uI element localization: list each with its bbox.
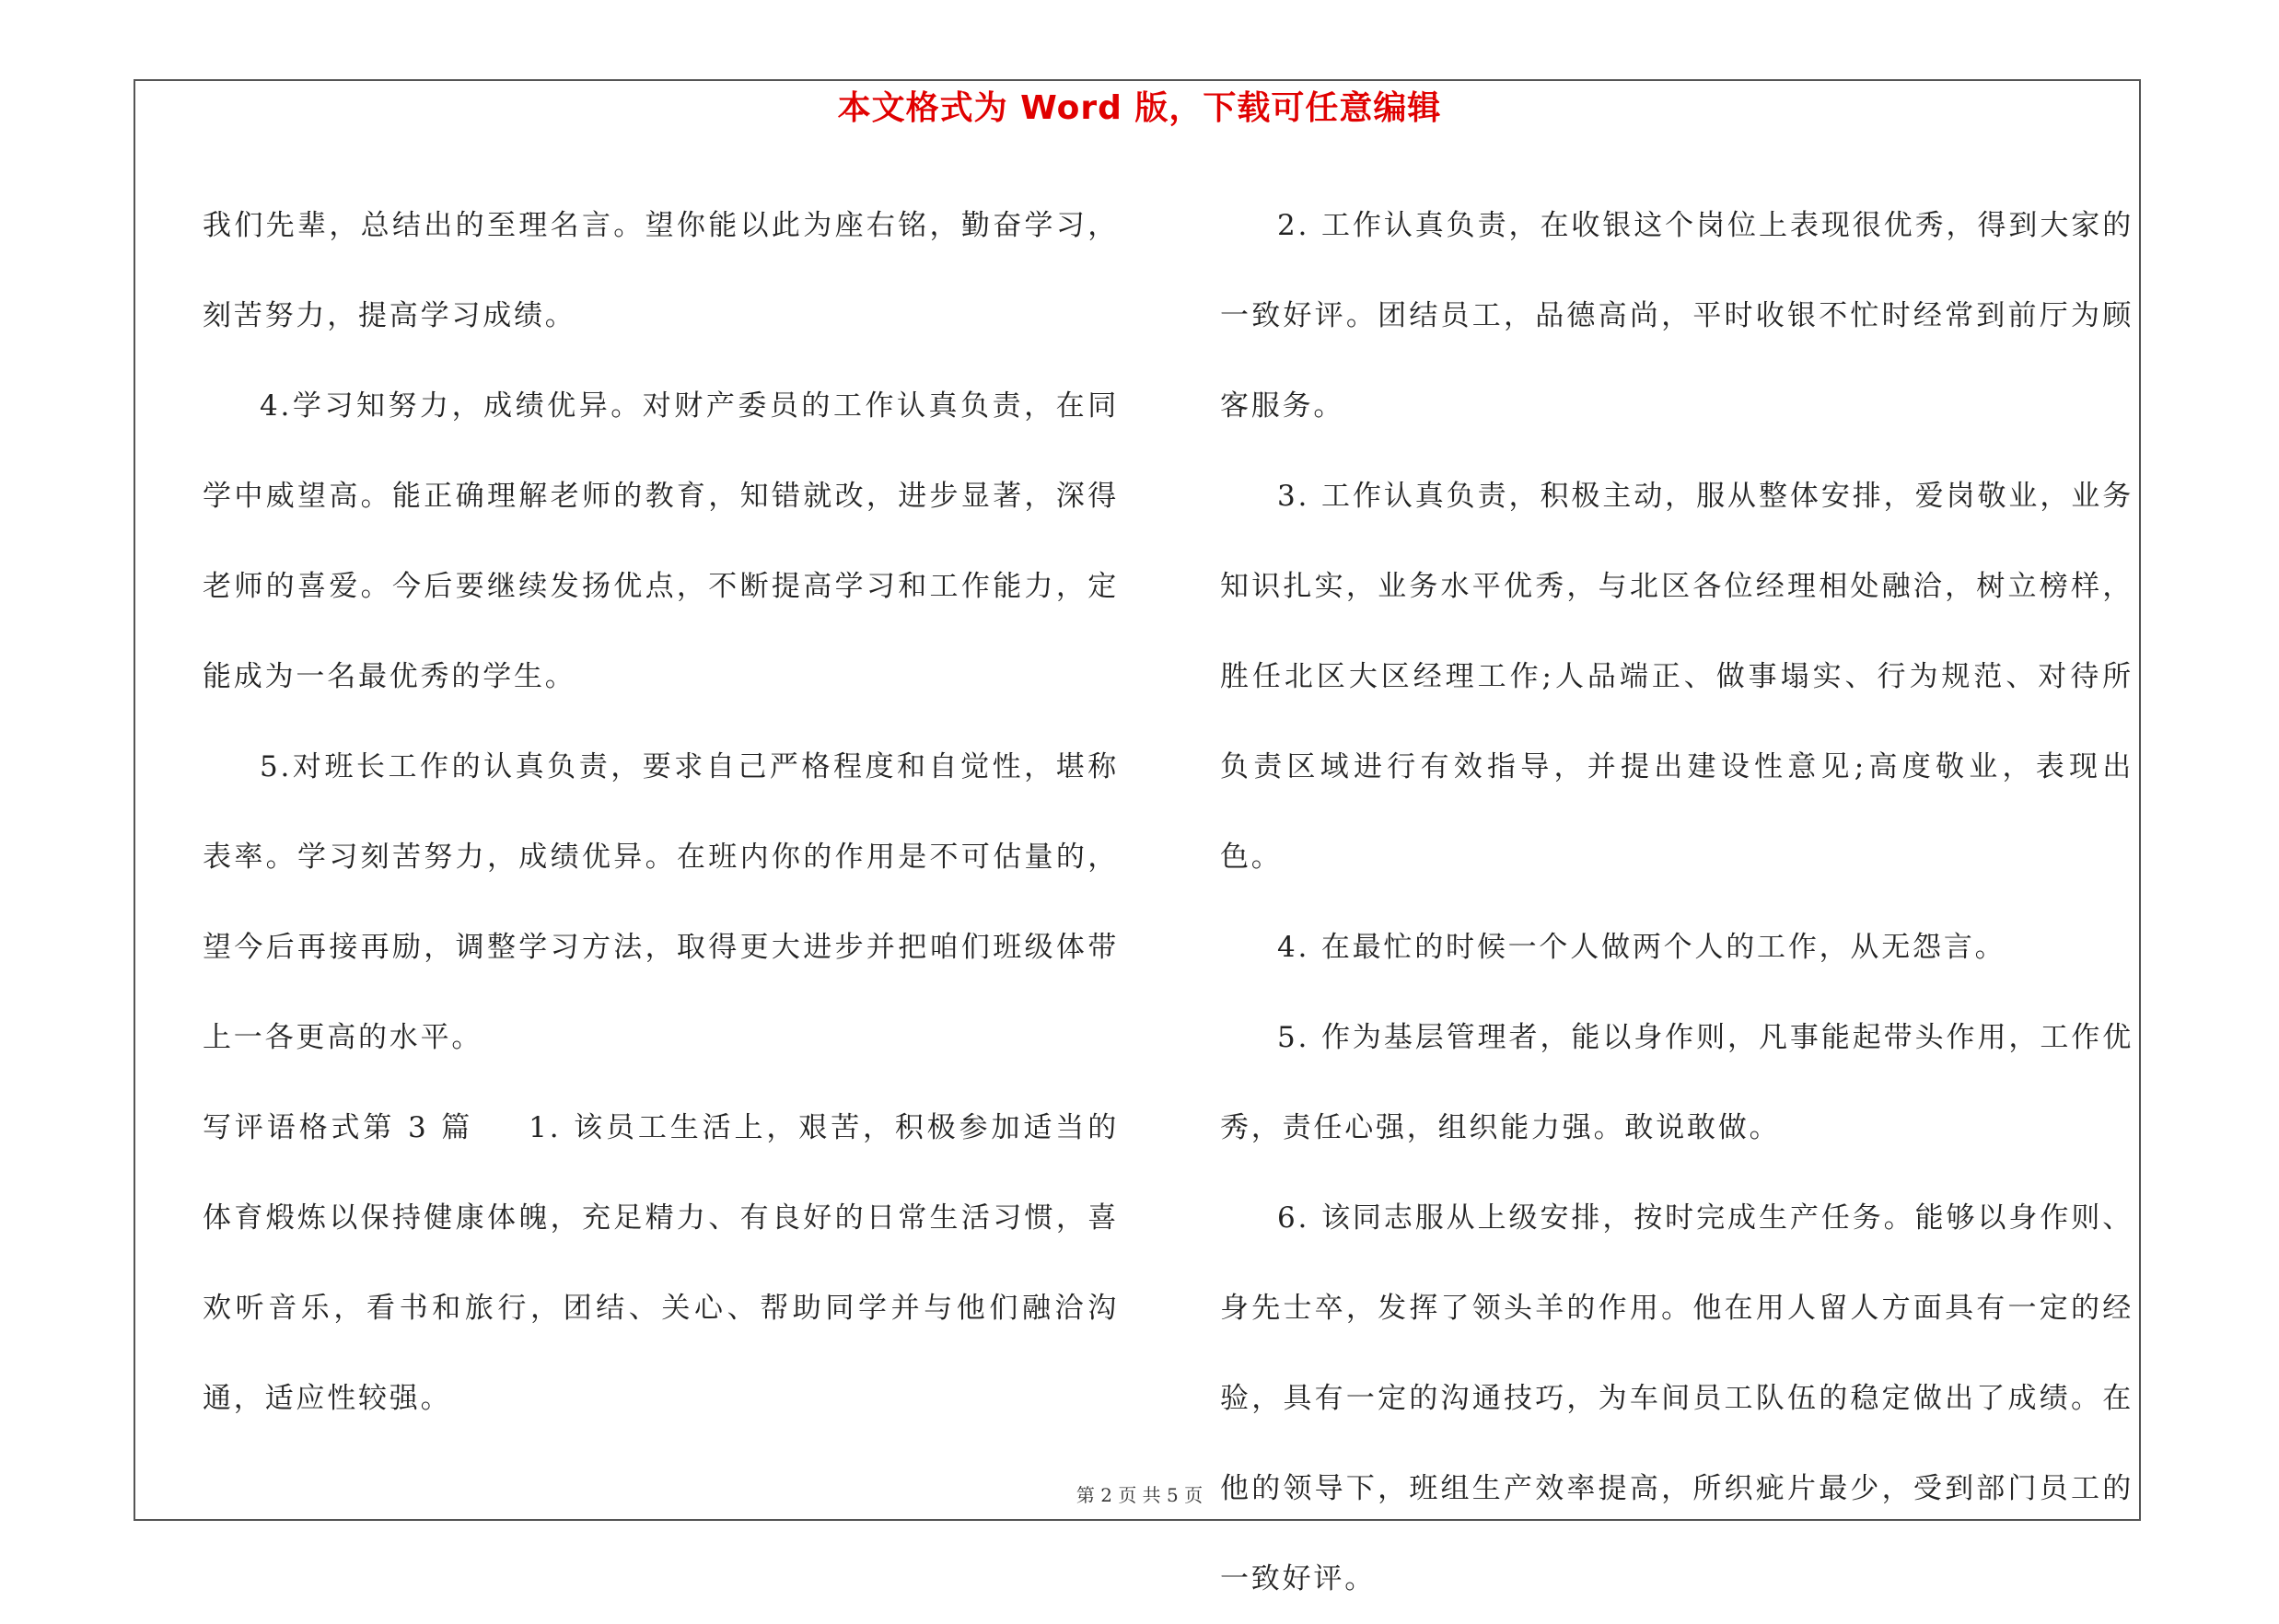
right-column [1220, 180, 2134, 1624]
paragraph: 3. 工作认真负责，积极主动，服从整体安排，爱岗敬业，业务知识扎实，业务水平优秀，与北区各位经理相处融洽，树立榜样，胜任北区大区经理工作;人品端正、做事塌实、行为规范、对待所负责区域进行有效指导，并提出建设性意见;高度敬业，表现出色。 [1220, 480, 2134, 874]
chapter-title: 写评语格式第 3 篇 [203, 1111, 474, 1144]
document-banner: 本文格式为 Word 版，下载可任意编辑 [837, 89, 1442, 127]
paragraph: 2. 工作认真负责，在收银这个岗位上表现很优秀，得到大家的一致好评。团结员工，品德高尚，平时收银不忙时经常到前厅为顾客服务。 [1220, 209, 2134, 423]
page-number: 第 2 页 共 5 页 [1076, 1484, 1203, 1506]
paragraph: 5.对班长工作的认真负责，要求自己严格程度和自觉性，堪称表率。学习刻苦努力，成绩优异。在班内你的作用是不可估量的，望今后再接再励，调整学习方法，取得更大进步并把咱们班级体带上一各更高的水平。 [203, 750, 1119, 1054]
paragraph: 6. 该同志服从上级安排，按时完成生产任务。能够以身作则、身先士卒，发挥了领头羊的作用。他在用人留人方面具有一定的经验，具有一定的沟通技巧，为车间员工队伍的稳定做出了成绩。在他的领导下，班组生产效率提高，所织疵片最少，受到部门员工的一致好评。 [1220, 1201, 2134, 1595]
chapter-first-paragraph: 1. 该员工生活上，艰苦，积极参加适当的体育煅炼以保持健康体魄，充足精力、有良好的日常生活习惯，喜欢听音乐，看书和旅行，团结、关心、帮助同学并与他们融洽沟通，适应性较强。 [203, 1111, 1119, 1415]
paragraph: 4.学习知努力，成绩优异。对财产委员的工作认真负责，在同学中威望高。能正确理解老师的教育，知错就改，进步显著，深得老师的喜爱。今后要继续发扬优点，不断提高学习和工作能力，定能成为一名最优秀的学生。 [203, 389, 1119, 693]
paragraph: 4. 在最忙的时候一个人做两个人的工作，从无怨言。 [1277, 931, 2006, 964]
paragraph: 我们先辈，总结出的至理名言。望你能以此为座右铭，勤奋学习，刻苦努力，提高学习成绩。 [203, 209, 1119, 332]
paragraph: 5. 作为基层管理者，能以身作则，凡事能起带头作用，工作优秀，责任心强，组织能力强。敢说敢做。 [1220, 1021, 2134, 1144]
chapter-paragraph [203, 1083, 1119, 1444]
left-column [203, 180, 1119, 1444]
